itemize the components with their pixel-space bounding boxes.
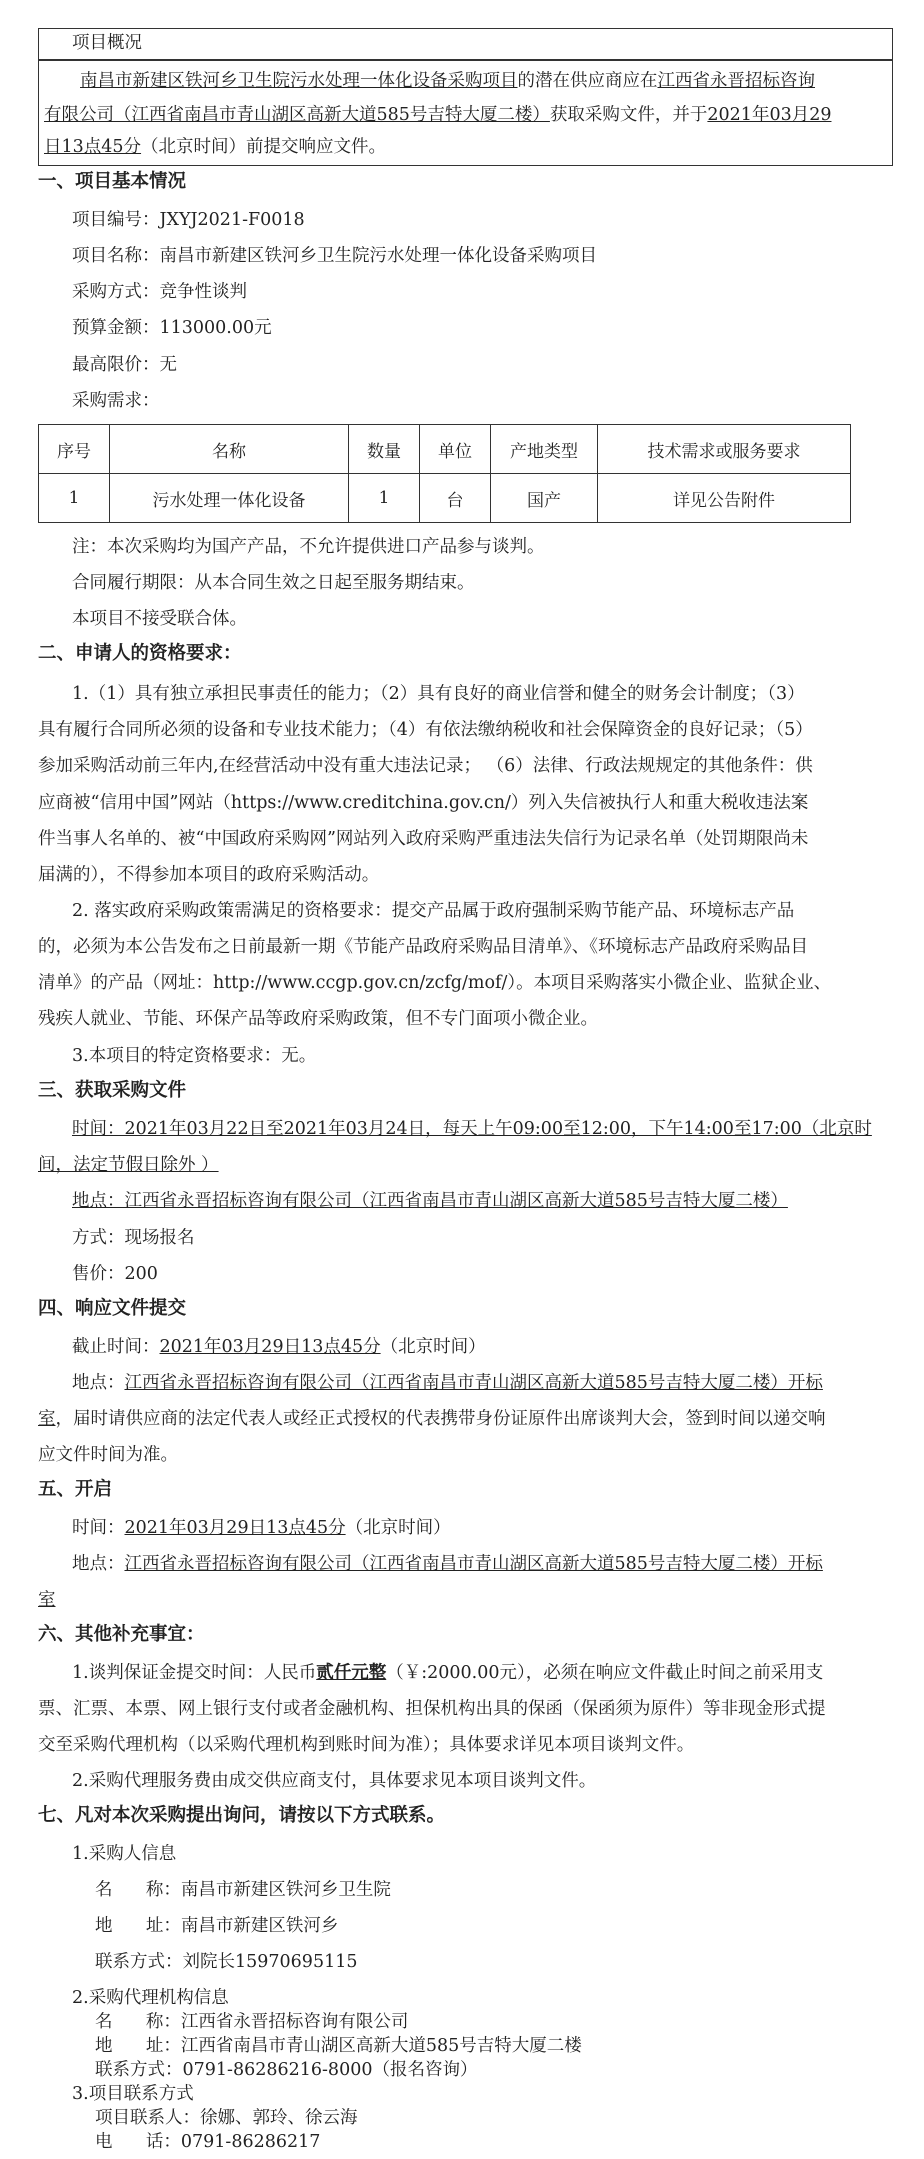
contract-period: 合同履行期限：从本合同生效之日起至服务期结束。 — [72, 573, 475, 593]
open-time-value: 2021年03月29日13点45分 — [124, 1518, 346, 1538]
submit-deadline-label: 截止时间： — [72, 1337, 160, 1357]
overview-text: 的潜在供应商应在 — [517, 71, 658, 91]
qualification-1-line-6: 届满的），不得参加本项目的政府采购活动。 — [38, 865, 380, 885]
project-contact-heading: 3.项目联系方式 — [72, 2084, 194, 2104]
submit-place-note: ，届时请供应商的法定代表人或经正式授权的代表携带身份证原件出席谈判大会，签到时间以递交响 — [55, 1409, 826, 1429]
section-heading-1: 一、项目基本情况 — [38, 171, 187, 192]
qualification-1-line-5: 件当事人名单的、被“中国政府采购网”网站列入政府采购严重违法失信行为记录名单（处罚期限尚未 — [38, 829, 809, 849]
submit-deadline-value: 2021年03月29日13点45分 — [159, 1337, 381, 1357]
requirement-table — [38, 424, 851, 523]
section-heading-7: 七、凡对本次采购提出询问，请按以下方式联系。 — [38, 1805, 446, 1826]
buyer-address: 地 址：南昌市新建区铁河乡 — [95, 1916, 339, 1936]
buyer-heading: 1.采购人信息 — [72, 1844, 177, 1864]
service-fee: 2.采购代理服务费由成交供应商支付，具体要求见本项目谈判文件。 — [72, 1771, 597, 1791]
qualification-2-line-2: 的，必须为本公告发布之日前最新一期《节能产品政府采购品目清单》、《环境标志产品政府采购品目 — [38, 937, 808, 957]
section-heading-6: 六、其他补充事宜： — [38, 1624, 205, 1645]
deposit-line-1 — [72, 1662, 823, 1684]
project-contact-phone: 电 话：0791-86286217 — [95, 2132, 321, 2152]
agent-address: 地 址：江西省南昌市青山湖区高新大道585号吉特大厦二楼 — [95, 2036, 582, 2056]
overview-line-1 — [80, 70, 815, 92]
table-header: 技术需求或服务要求 — [598, 425, 851, 474]
deposit-amount: 贰仟元整 — [316, 1663, 387, 1683]
table-row — [39, 474, 851, 523]
table-cell: 国产 — [491, 474, 598, 523]
submit-place-line-3: 应文件时间为准。 — [38, 1445, 178, 1465]
submit-place-line-1 — [72, 1372, 823, 1394]
table-cell: 详见公告附件 — [598, 474, 851, 523]
deposit-text: （￥:2000.00元），必须在响应文件截止时间之前采用支 — [386, 1663, 824, 1683]
project-number: 项目编号：JXYJ2021-F0018 — [72, 210, 305, 230]
overview-line-2 — [44, 104, 831, 126]
table-note: 注：本次采购均为国产产品，不允许提供进口产品参与谈判。 — [72, 537, 545, 557]
acquire-place: 地点：江西省永晋招标咨询有限公司（江西省南昌市青山湖区高新大道585号吉特大厦二楼） — [72, 1191, 788, 1211]
table-cell: 污水处理一体化设备 — [110, 474, 349, 523]
max-price: 最高限价：无 — [72, 355, 177, 375]
budget-amount: 预算金额：113000.00元 — [72, 318, 272, 338]
open-place-line-2: 室 — [38, 1590, 56, 1610]
submit-deadline — [72, 1336, 486, 1358]
qualification-3: 3.本项目的特定资格要求：无。 — [72, 1046, 317, 1066]
qualification-1-line-4: 应商被“信用中国”网站（https://www.creditchina.gov.cn/）列入失信被执行人和重大税收违法案 — [38, 793, 809, 813]
open-place-address: 江西省永晋招标咨询有限公司（江西省南昌市青山湖区高新大道585号吉特大厦二楼）开标 — [124, 1554, 823, 1574]
submit-place-line-2 — [38, 1408, 826, 1430]
overview-time: 日13点45分 — [44, 137, 142, 157]
table-header: 数量 — [349, 425, 420, 474]
submit-place-room: 室 — [38, 1409, 56, 1429]
overview-text: （北京时间）前提交响应文件。 — [141, 137, 387, 157]
open-time — [72, 1517, 451, 1539]
table-cell: 1 — [349, 474, 420, 523]
table-header: 单位 — [420, 425, 491, 474]
buyer-contact: 联系方式：刘院长15970695115 — [95, 1952, 358, 1972]
open-place-label: 地点： — [72, 1554, 125, 1574]
open-time-label: 时间： — [72, 1518, 125, 1538]
qualification-2-line-4: 残疾人就业、节能、环保产品等政府采购政策，但不专门面项小微企业。 — [38, 1009, 598, 1029]
overview-title: 项目概况 — [72, 33, 142, 53]
qualification-1-line-2: 具有履行合同所必须的设备和专业技术能力；（4）有依法缴纳税收和社会保障资金的良好记录；（5） — [38, 720, 813, 740]
overview-agency: 江西省永晋招标咨询 — [657, 71, 815, 91]
overview-title-box — [38, 28, 893, 60]
deposit-line-3: 交至采购代理机构（以采购代理机构到账时间为准）；具体要求详见本项目谈判文件。 — [38, 1735, 695, 1755]
open-time-tail: （北京时间） — [345, 1518, 451, 1538]
section-heading-2: 二、申请人的资格要求： — [38, 643, 242, 664]
purchase-method: 采购方式：竞争性谈判 — [72, 282, 247, 302]
qualification-2-line-3: 清单》的产品（网址：http://www.ccgp.gov.cn/zcfg/mof/）。本项目采购落实小微企业、监狱企业、 — [38, 973, 832, 993]
overview-project-name: 南昌市新建区铁河乡卫生院污水处理一体化设备采购项目 — [80, 71, 518, 91]
overview-line-3 — [44, 136, 386, 158]
table-header-row — [39, 425, 851, 474]
section-heading-4: 四、响应文件提交 — [38, 1298, 187, 1319]
deposit-line-2: 票、汇票、本票、网上银行支付或者金融机构、担保机构出具的保函（保函须为原件）等非现金形式提 — [38, 1699, 826, 1719]
table-header: 名称 — [110, 425, 349, 474]
section-heading-3: 三、获取采购文件 — [38, 1080, 187, 1101]
submit-deadline-tail: （北京时间） — [380, 1337, 486, 1357]
table-header: 产地类型 — [491, 425, 598, 474]
table-cell: 1 — [39, 474, 110, 523]
agent-heading: 2.采购代理机构信息 — [72, 1988, 229, 2008]
open-place-line-1 — [72, 1553, 823, 1575]
table-header: 序号 — [39, 425, 110, 474]
submit-place-label: 地点： — [72, 1373, 125, 1393]
qualification-1-line-3: 参加采购活动前三年内,在经营活动中没有重大违法记录； （6）法律、行政法规规定的其他条件：供 — [38, 756, 813, 776]
consortium-note: 本项目不接受联合体。 — [72, 609, 247, 629]
overview-address: 有限公司（江西省南昌市青山湖区高新大道585号吉特大厦二楼） — [44, 105, 550, 125]
agent-name: 名 称：江西省永晋招标咨询有限公司 — [95, 2012, 409, 2032]
acquire-price: 售价：200 — [72, 1264, 158, 1284]
acquire-time-line-2: 间，法定节假日除外 ） — [38, 1155, 219, 1175]
qualification-2-line-1: 2. 落实政府采购政策需满足的资格要求：提交产品属于政府强制采购节能产品、环境标志产品 — [72, 901, 795, 921]
acquire-time-line-1: 时间：2021年03月22日至2021年03月24日，每天上午09:00至12:00，下午14:00至17:00（北京时 — [72, 1119, 872, 1139]
buyer-name: 名 称：南昌市新建区铁河乡卫生院 — [95, 1880, 391, 1900]
qualification-1-line-1: 1.（1）具有独立承担民事责任的能力；（2）具有良好的商业信誉和健全的财务会计制度；（3） — [72, 684, 805, 704]
acquire-way: 方式：现场报名 — [72, 1228, 195, 1248]
purchase-need: 采购需求： — [72, 391, 160, 411]
agent-contact: 联系方式：0791-86286216-8000（报名咨询） — [95, 2060, 478, 2080]
section-heading-5: 五、开启 — [38, 1479, 113, 1500]
submit-place-address: 江西省永晋招标咨询有限公司（江西省南昌市青山湖区高新大道585号吉特大厦二楼）开标 — [124, 1373, 823, 1393]
project-contact-people: 项目联系人：徐娜、郭玲、徐云海 — [95, 2108, 358, 2128]
table-cell: 台 — [420, 474, 491, 523]
deposit-text: 1.谈判保证金提交时间：人民币 — [72, 1663, 317, 1683]
overview-text: 获取采购文件，并于 — [549, 105, 708, 125]
project-name: 项目名称：南昌市新建区铁河乡卫生院污水处理一体化设备采购项目 — [72, 246, 597, 266]
overview-date: 2021年03月29 — [707, 105, 832, 125]
